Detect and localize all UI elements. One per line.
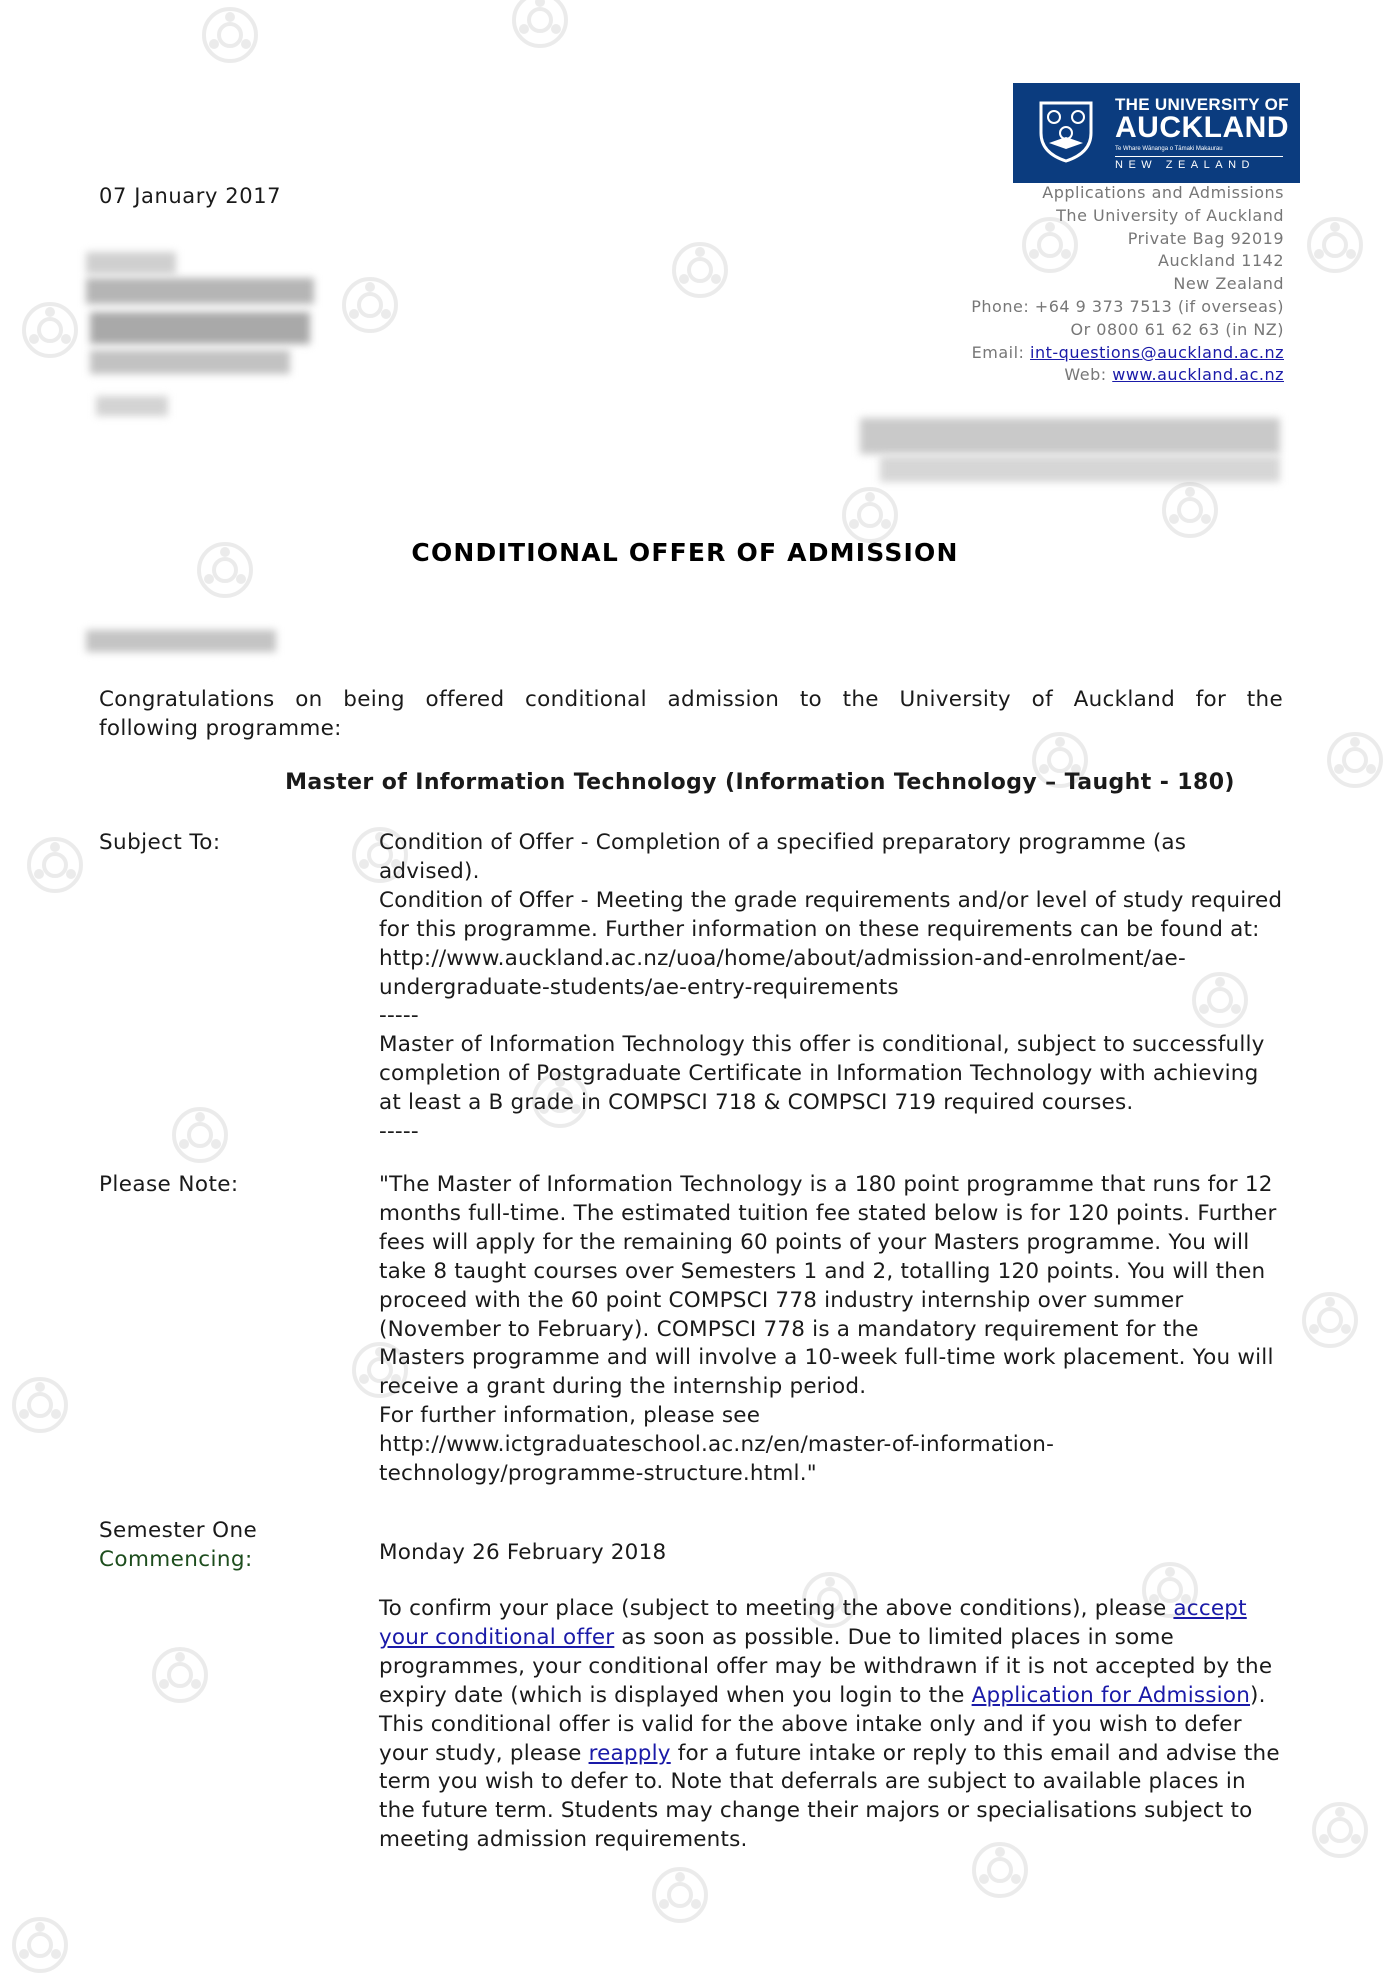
redacted-reference-number-2 xyxy=(880,456,1280,482)
address-phone: Phone: +64 9 373 7513 (if overseas) xyxy=(971,296,1284,316)
letter-date: 07 January 2017 xyxy=(99,184,282,208)
redacted-recipient-address-3 xyxy=(90,350,290,374)
intro-line-1: Congratulations on being offered conditional admission to the University of Auckland for the xyxy=(99,687,1283,712)
note-programme-description: "The Master of Information Technology is a 180 point programme that runs for 12 months full-time. The estimated tuition fee stated below is for 120 points. Further fees will apply for the remaining 60 points of your Masters programme. You will take 8 taught courses over Semesters 1 and 2, totalling 120 points. You will then proceed with the 60 point COMPSCI 778 industry internship over summer (November to February). COMPSCI 778 is a mandatory requirement for the Masters programme and will involve a 10-week full-time work placement. You will receive a grant during the internship period. xyxy=(379,1172,1277,1400)
redacted-reference-number xyxy=(860,418,1280,454)
please-note-label: Please Note: xyxy=(99,1172,239,1197)
subject-to-conditions xyxy=(379,829,1284,1147)
confirm-text-1: To confirm your place (subject to meeting the above conditions), please xyxy=(379,1596,1174,1621)
confirm-text-3: ). This conditional offer is valid for the above intake only and if you wish to defer your study, please xyxy=(379,1682,1266,1766)
note-further-info: For further information, please see xyxy=(379,1403,761,1429)
address-web-row xyxy=(971,364,1284,387)
sender-address-block xyxy=(971,182,1284,387)
address-country: New Zealand xyxy=(1173,274,1284,294)
letter-title: CONDITIONAL OFFER OF ADMISSION xyxy=(411,538,959,567)
address-email-row xyxy=(971,342,1284,365)
logo-line-auckland: AUCKLAND xyxy=(1115,111,1289,144)
address-university: The University of Auckland xyxy=(1056,205,1284,225)
condition-grade-requirements: Condition of Offer - Meeting the grade requirements and/or level of study required for this programme. Further information on these requirements can be found at: http://www.auckland.ac.nz/uoa/home/about/admission-and-enrolment/ae-undergraduate-students/ae-entry-requirements xyxy=(379,887,1283,1000)
note-url: http://www.ictgraduateschool.ac.nz/en/master-of-information-technology/programme-structure.html." xyxy=(379,1432,1055,1487)
programme-name: Master of Information Technology (Information Technology – Taught - 180) xyxy=(285,770,1235,795)
confirm-text-2: as soon as possible. Due to limited places in some programmes, your conditional offer may be withdrawn if it is not accepted by the expiry date (which is displayed when you login to the xyxy=(379,1624,1273,1708)
web-link[interactable]: www.auckland.ac.nz xyxy=(1112,365,1284,385)
separator: ----- xyxy=(379,1119,419,1145)
please-note-text xyxy=(379,1171,1284,1489)
condition-pgcert: Master of Information Technology this offer is conditional, subject to successfully completion of Postgraduate Certificate in Information Technology with achieving at least a B grade in COMPSCI 718 & COMPSCI 719 required courses. xyxy=(379,1032,1265,1116)
redacted-recipient-name xyxy=(86,252,176,274)
logo-line-new-zealand: NEW ZEALAND xyxy=(1115,159,1255,171)
commencing-label-block xyxy=(99,1516,257,1574)
intro-line-2: following programme: xyxy=(99,716,342,741)
redacted-recipient-address-1 xyxy=(86,278,314,304)
commencing-date: Monday 26 February 2018 xyxy=(379,1540,667,1565)
address-city: Auckland 1142 xyxy=(1158,251,1284,271)
logo-line-maori-name: Te Whare Wānanga o Tāmaki Makaurau xyxy=(1115,146,1223,152)
reapply-link[interactable]: reapply xyxy=(588,1740,671,1766)
condition-preparatory: Condition of Offer - Completion of a specified preparatory programme (as advised). xyxy=(379,830,1187,884)
separator: ----- xyxy=(379,1003,419,1029)
redacted-recipient-address-2 xyxy=(90,312,310,344)
accept-offer-link[interactable]: accept your conditional offer xyxy=(379,1596,1247,1650)
web-label: Web: xyxy=(1064,365,1113,385)
subject-to-label: Subject To: xyxy=(99,830,221,855)
university-crest-icon xyxy=(1037,97,1095,163)
logo-line-university-of: THE UNIVERSITY OF xyxy=(1115,95,1289,114)
university-logo xyxy=(1013,83,1300,183)
logo-divider xyxy=(1115,156,1283,157)
email-label: Email: xyxy=(971,342,1031,362)
confirm-text-4: for a future intake or reply to this email and advise the term you wish to defer to. Note that deferrals are subject to available places in the future term. Students may change their majors or specialisations subject to meeting admission requirements. xyxy=(379,1740,1280,1853)
redacted-recipient-address-4 xyxy=(96,396,168,416)
address-office: Applications and Admissions xyxy=(1042,183,1284,202)
email-link[interactable]: int-questions@auckland.ac.nz xyxy=(1030,342,1284,362)
application-for-admission-link[interactable]: Application for Admission xyxy=(971,1682,1251,1708)
commencing-label: Commencing: xyxy=(99,1547,253,1572)
address-phone-nz: Or 0800 61 62 63 (in NZ) xyxy=(1070,319,1284,339)
intro-paragraph xyxy=(99,685,1283,743)
confirm-paragraph xyxy=(379,1595,1284,1855)
semester-label: Semester One xyxy=(99,1518,258,1543)
address-private-bag: Private Bag 92019 xyxy=(1127,228,1284,248)
redacted-salutation xyxy=(86,630,276,652)
